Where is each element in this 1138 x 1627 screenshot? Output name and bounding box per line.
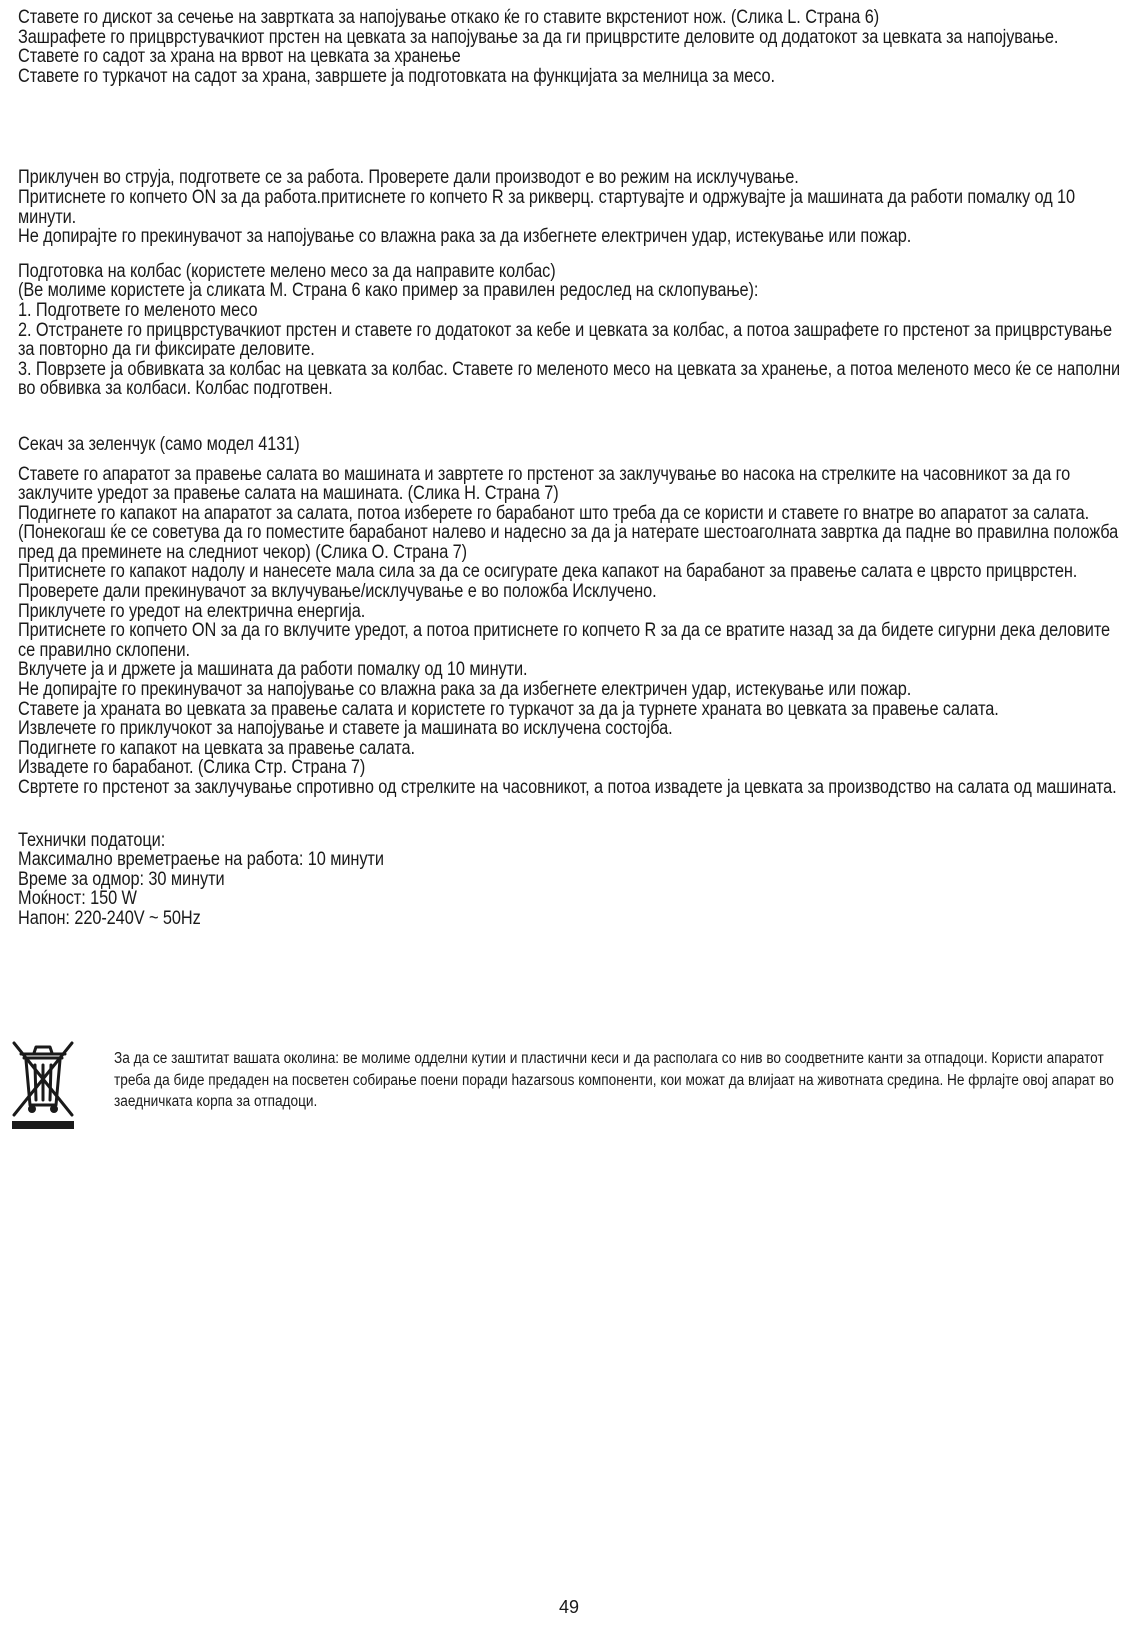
paragraph: (Ве молиме користете ја сликата M. Страна 6 како пример за правилен редослед на склопување): — [18, 280, 759, 302]
paragraph: Приклучен во струја, подгответе се за работа. Проверете дали производот е во режим на исклучување. — [18, 167, 799, 189]
list-item: 2. Отстранете го прицврстувачкиот прстен и ставете го додатокот за кебе и цевката за колбас, а потоа зашрафете го прстенот за прицврстување за повторно да ги фиксирате деловите. — [18, 319, 1112, 361]
spec-line: Моќност: 150 W — [18, 888, 137, 910]
spec-line: Напон: 220-240V ~ 50Hz — [18, 907, 201, 929]
paragraph: Не допирајте го прекинувачот за напојување со влажна рака за да избегнете електричен удар, истекување или пожар. — [18, 679, 912, 701]
paragraph: Притиснете го копчето ON за да го вклучите уредот, а потоа притиснете го копчето R за да се вратите назад за да бидете сигурни дека деловите се правилно склопени. — [18, 620, 1111, 661]
paragraph: Притиснете го копчето ON за да работа.притиснете го копчето R за рикверц. стартувајте и одржувајте ја машината да работи помалку од 10 минути. — [18, 186, 1076, 228]
paragraph: Свртете го прстенот за заклучување спротивно од стрелките на часовникот, а потоа извадете ја цевката за производство на салата од машината. — [18, 777, 1117, 798]
paragraph: Притиснете го капакот надолу и нанесете мала сила за да се осигурате дека капакот на барабанот за правење салата е цврсто прицврстен. — [18, 561, 1078, 583]
paragraph: Вклучете ја и држете ја машината да работи помалку од 10 минути. — [18, 659, 528, 681]
weee-disposal-notice — [10, 1039, 1130, 1135]
section-heading: Подготовка на колбас (користете мелено месо за да направите колбас) — [18, 260, 556, 282]
manual-page — [18, 8, 1130, 929]
section-heading: Технички податоци: — [18, 829, 166, 851]
section-heading: Секач за зеленчук (само модел 4131) — [18, 433, 300, 455]
paragraph: Ставете го туркачот на садот за храна, завршете ја подготовката на функцијата за мелница за месо. — [18, 65, 776, 87]
vegetable-cutter-section — [18, 435, 1130, 798]
paragraph: Ставете го дискот за сечење на завртката за напојување откако ќе го ставите вкрстениот нож. (Слика L. Страна 6) — [18, 7, 880, 28]
paragraph: Приклучете го уредот на електрична енергија. — [18, 600, 366, 622]
paragraph: Ставете го апаратот за правење салата во машината и завртете го прстенот за заклучување во насока на стрелките на часовникот за да го заклучите уредот за правење салата на машината. (Слика H. Страна 7) — [18, 463, 1071, 505]
weee-text: За да се заштитат вашата околина: ве молиме одделни кутии и пластични кеси и да располага со нив во соодветните канти за отпадоци. Користи апаратот треба да биде предаден на посветен собирање поени поради hazarsous компоненти, кои можат да влијаат на животната средина. Не фрлајте овој апарат во заедничката корпа за отпадоци. — [114, 1050, 1114, 1110]
technical-data-section — [18, 831, 1130, 929]
paragraph: Подигнете го капакот на апаратот за салата, потоа изберете го барабанот што треба да се користи и ставете го внатре во апаратот за салата. (Понекогаш ќе се советува да го поместите барабанот налево и надесно за да ја натерате шестоаголната завртка да падне во правилна положба пред да преминете на следниот чекор) (Слика O. Страна 7) — [18, 502, 1119, 563]
paragraph: Ставете го садот за храна на врвот на цевката за хранење — [18, 46, 461, 68]
paragraph: Ставете ја храната во цевката за правење салата и користете го туркачот за да ја турнете храната во цевката за правење салата. — [18, 698, 999, 720]
page-number: 49 — [558, 1597, 580, 1617]
operation-section — [18, 168, 1130, 246]
paragraph: Проверете дали прекинувачот за вклучување/исклучување е во положба Исклучено. — [18, 581, 657, 603]
paragraph: Не допирајте го прекинувачот за напојување со влажна рака за да избегнете електричен удар, истекување или пожар. — [18, 226, 912, 248]
paragraph: Извадете го барабанот. (Слика Стр. Страна 7) — [18, 757, 366, 779]
spec-line: Време за одмор: 30 минути — [18, 868, 225, 890]
list-item: 1. Подгответе го меленото месо — [18, 299, 258, 321]
crossed-out-wheelie-bin-icon — [10, 1039, 76, 1131]
sausage-section — [18, 262, 1130, 399]
spec-line: Максимално времетраење на работа: 10 минути — [18, 849, 384, 871]
paragraph: Зашрафете го прицврстувачкиот прстен на цевката за напојување за да ги прицврстите деловите од додатокот за цевката за напојување. — [18, 26, 1059, 48]
list-item: 3. Поврзете ја обвивката за колбас на цевката за колбас. Ставете го меленото месо на цевката за хранење, а потоа меленото месо ќе се наполни во обвивка за колбаси. Колбас подготвен. — [18, 358, 1121, 400]
paragraph: Подигнете го капакот на цевката за правење салата. — [18, 737, 415, 759]
meat-grinder-assembly-section — [18, 8, 1130, 86]
paragraph: Извлечете го приклучокот за напојување и ставете ја машината во исклучена состојба. — [18, 718, 673, 740]
